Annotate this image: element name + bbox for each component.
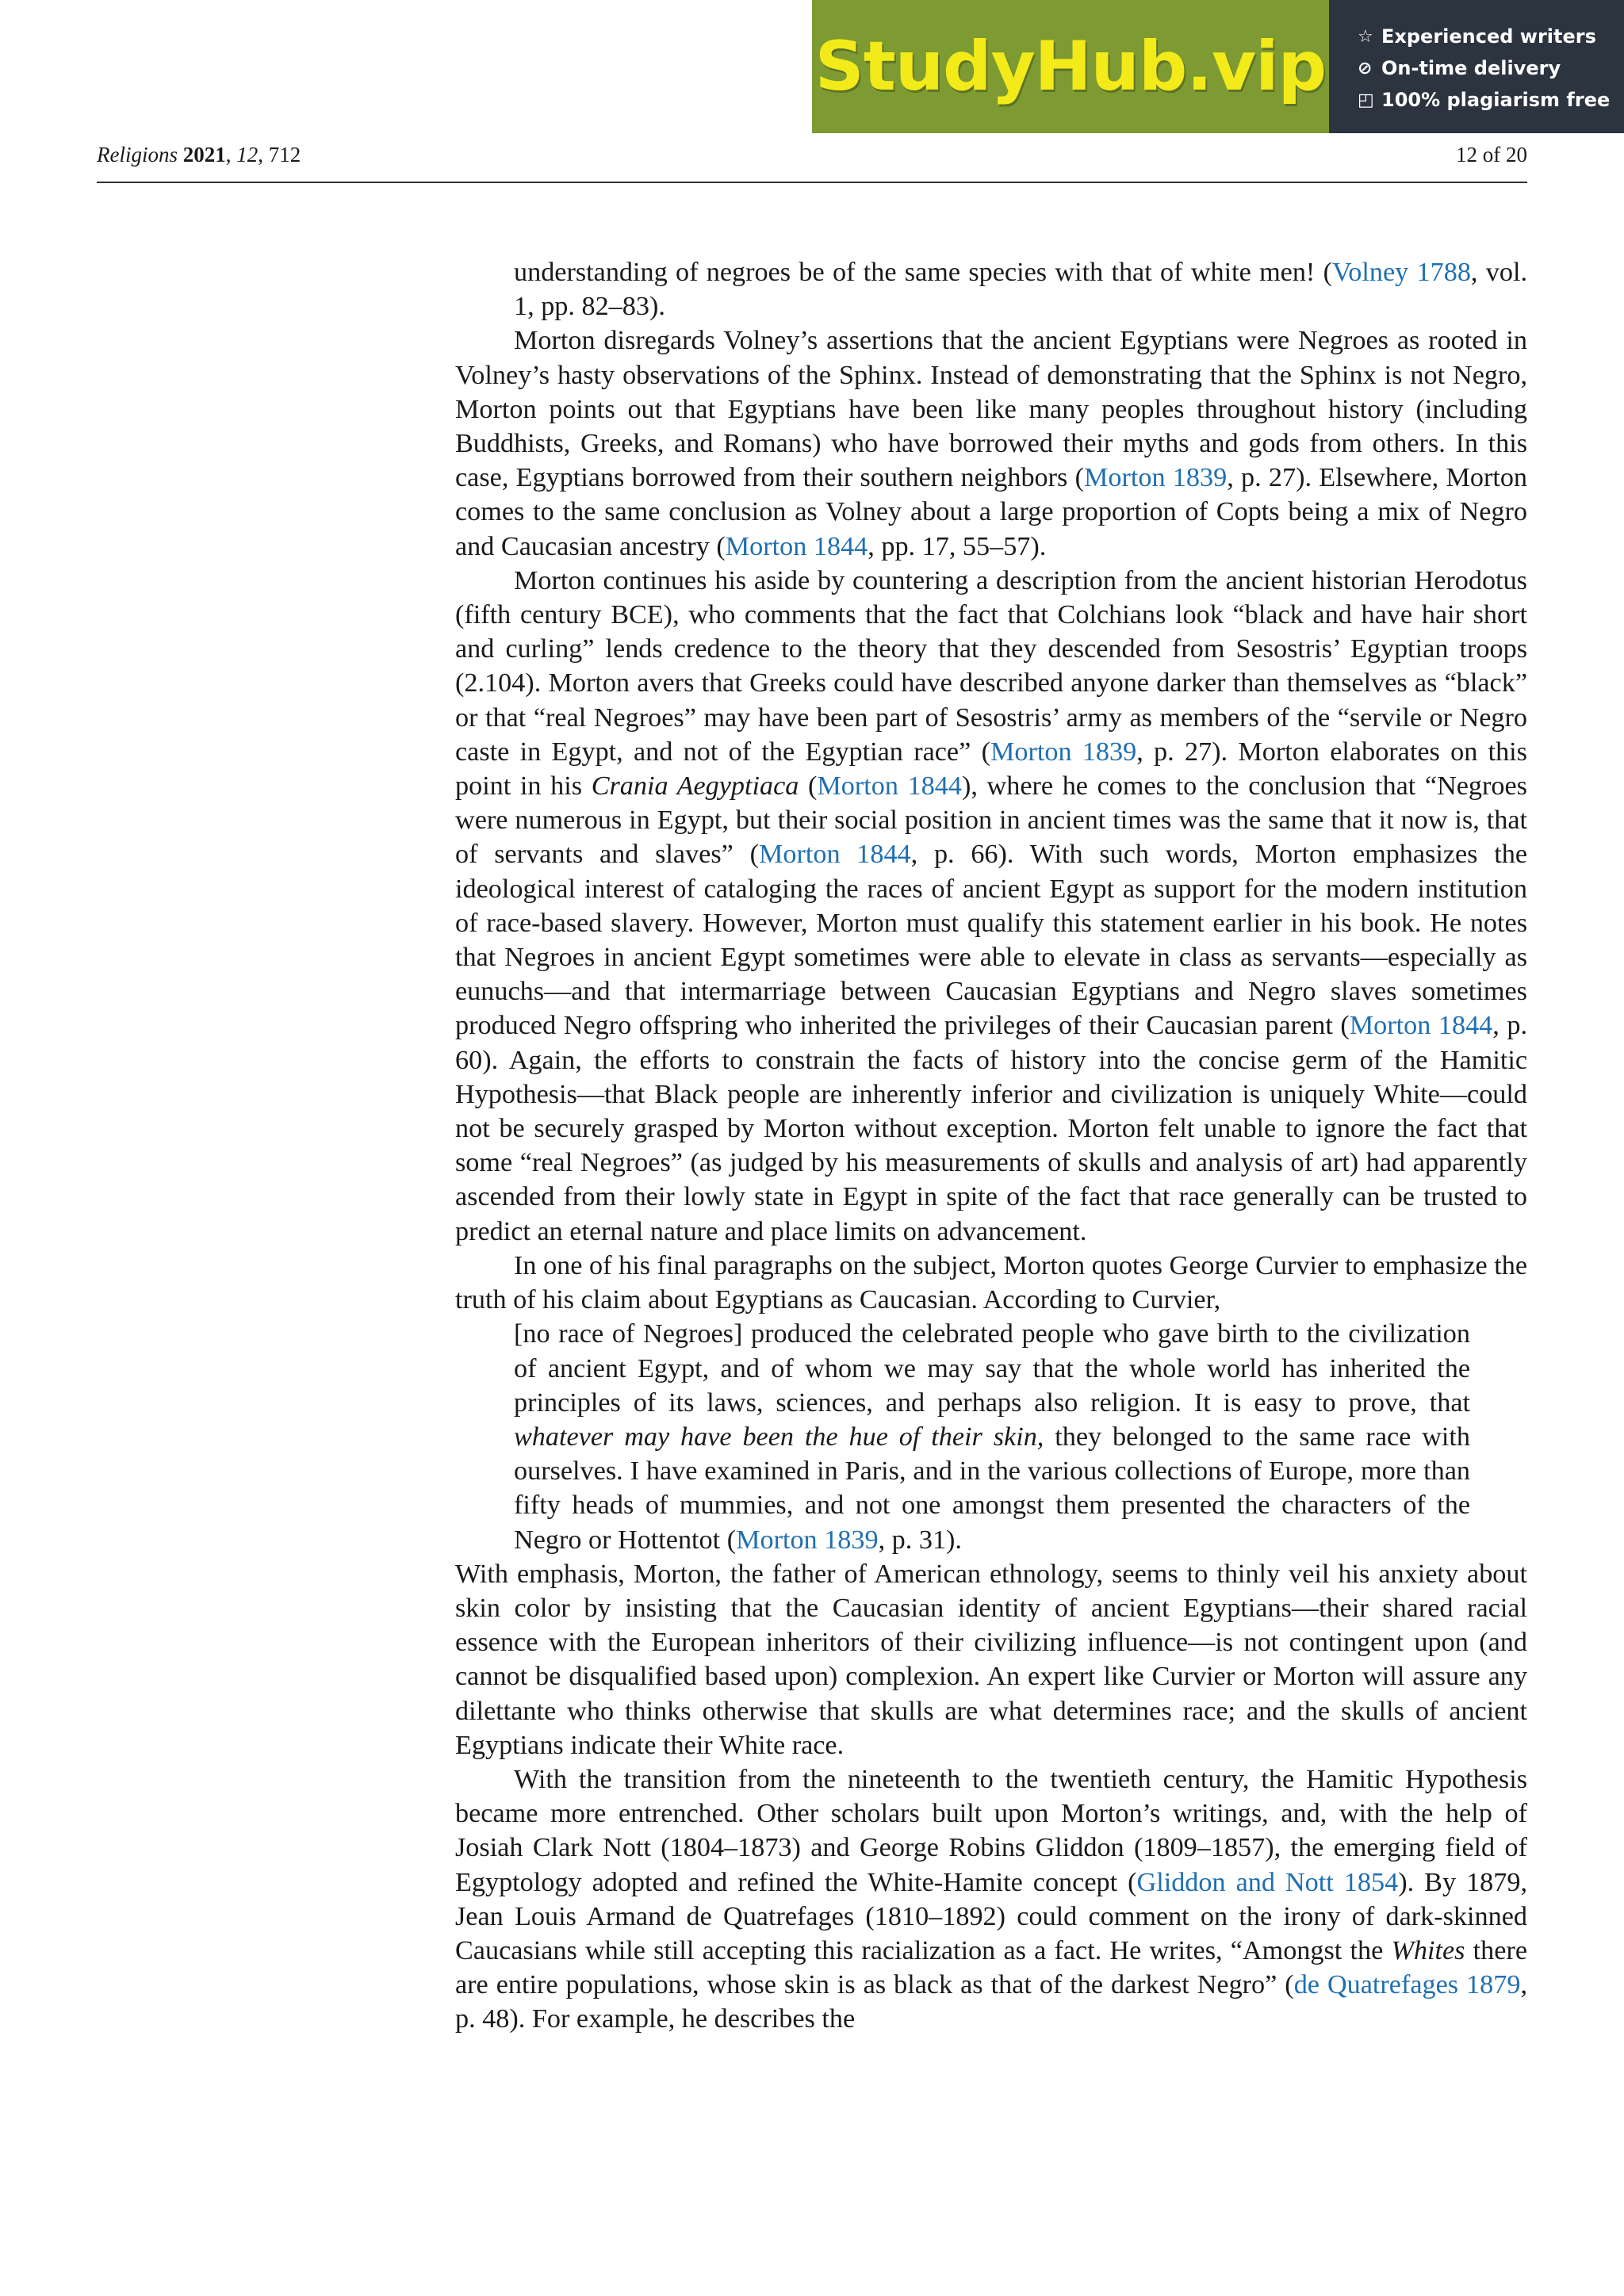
- paragraph: [455, 323, 1527, 563]
- ad-feature: [1358, 52, 1624, 84]
- paragraph: [455, 1249, 1527, 1317]
- text: , p. 27). Morton elaborates on this point in his: [455, 737, 1527, 802]
- ad-feature-label: 100% plagiarism free: [1381, 89, 1611, 111]
- citation-link[interactable]: Morton 1839: [1083, 463, 1228, 493]
- star-icon: ☆: [1358, 26, 1373, 47]
- citation-link[interactable]: Gliddon and Nott 1854: [1136, 1867, 1399, 1897]
- text: , p. 27). Elsewhere, Morton comes to the same conclusion as Volney about a large proportion of Copts being a mix of Negro and Caucasian ancestry (: [455, 463, 1528, 561]
- text: Morton disregards Volney’s assertions that the ancient Egyptians were Negroes as rooted in Volney’s hasty observations of the Sphinx. Instead of demonstrating that the Sphinx is not Negro, Morton points out that Egyptians have been like many peoples throughout history (including Buddhists, Greeks, and Romans) who have borrowed their myths and gods from others. In this case, Egyptians borrowed from their southern neighbors (: [455, 326, 1527, 493]
- text: there are entire populations, whose skin is as black as that of the darkest Negro” (: [455, 1935, 1528, 2000]
- ad-logo[interactable]: [812, 0, 1329, 133]
- text: In one of his final paragraphs on the subject, Morton quotes George Curvier to emphasize the truth of his claim about Egyptians as Caucasian. According to Curvier,: [455, 1250, 1527, 1315]
- text: , p. 48). For example, he describes the: [455, 1970, 1527, 2034]
- ad-feature: [1358, 84, 1624, 116]
- text: (: [799, 771, 818, 802]
- paragraph: [455, 1557, 1527, 1762]
- text: [no race of Negroes] produced the celebrated people who gave birth to the civilization of ancient Egypt, and of whom we may say that the whole world has inherited the principles of its laws, sciences, and perhaps also religion. It is easy to prove, that: [514, 1319, 1470, 1418]
- ad-features: [1329, 0, 1624, 133]
- header-rule: [97, 182, 1527, 183]
- ad-feature-label: Experienced writers: [1381, 25, 1596, 48]
- text: , p. 60). Again, the efforts to constrain the facts of history into the concise germ of the Hamitic Hypothesis—that Black people are inherently inferior and civilization is uniquely White—could not be securely grasped by Morton without exception. Morton felt unable to ignore the fact that some “real Negroes” (as judged by his measurements of skulls and analysis of art) had apparently ascended from their lowly state in Egypt in spite of the fact that race generally can be trusted to predict an eternal nature and place limits on advancement.: [455, 1011, 1528, 1246]
- ad-feature-label: On-time delivery: [1381, 57, 1561, 79]
- text: , p. 31).: [878, 1525, 962, 1555]
- text: With emphasis, Morton, the father of American ethnology, seems to thinly veil his anxiety about skin color by insisting that the Caucasian identity of ancient Egyptians—their shared racial essence with the European inheritors of their civilizing influence—is not contingent upon (and cannot be disqualified based upon) complexion. An expert like Curvier or Morton will assure any dilettante who thinks otherwise that skulls are what determines race; and the skulls of ancient Egyptians indicate their White race.: [455, 1559, 1527, 1760]
- text: they belonged to the same race with ourselves. I have examined in Paris, and in the various collections of Europe, more than fifty heads of mummies, and not one amongst them presented the characters of the Negro or Hottentot (: [514, 1422, 1471, 1555]
- citation-link[interactable]: de Quatrefages 1879: [1293, 1970, 1521, 2000]
- text: With the transition from the nineteenth to the twentieth century, the Hamitic Hypothesis became more entrenched. Other scholars built upon Morton’s writings, and, with the help of Josiah Clark Nott (1804–1873) and George Robins Gliddon (1809–1857), the emerging field of Egyptology adopted and refined the White-Hamite concept (: [455, 1764, 1527, 1897]
- article-number: , 712: [258, 143, 301, 166]
- article-body: [455, 255, 1527, 2037]
- citation-link[interactable]: Morton 1839: [736, 1525, 879, 1555]
- page-number: 12 of 20: [1456, 143, 1527, 166]
- text: ), where he comes to the conclusion that “Negroes were numerous in Egypt, but their social position in ancient times was the same that it now is, that of servants and slaves” (: [455, 771, 1527, 870]
- citation-link[interactable]: Morton 1844: [817, 771, 962, 802]
- book-title: Crania Aegyptiaca: [591, 771, 799, 802]
- citation-link[interactable]: Morton 1839: [990, 737, 1137, 767]
- running-header: [97, 143, 1527, 178]
- citation-link[interactable]: Morton 1844: [758, 840, 911, 870]
- citation-link[interactable]: Morton 1844: [725, 531, 868, 561]
- block-quote: [514, 1317, 1470, 1556]
- separator: ,: [225, 143, 237, 166]
- journal-year: 2021: [182, 143, 226, 166]
- text: Morton continues his aside by countering a description from the ancient historian Herodotus (fifth century BCE), who comments that the fact that Colchians look “black and have hair short and curling” lends credence to the theory that they descended from Sesostris’ Egyptian troops (2.104). Morton avers that Greeks could have described anyone darker than themselves as “black” or that “real Negroes” may have been part of Sesostris’ army as members of the “servile or Negro caste in Egypt, and not of the Egyptian race” (: [455, 565, 1527, 767]
- ad-logo-text: StudyHub.vip: [814, 27, 1327, 106]
- paragraph: [455, 564, 1527, 1249]
- text: , pp. 17, 55–57).: [868, 531, 1047, 561]
- ad-banner[interactable]: [812, 0, 1624, 133]
- emphasis: whatever may have been the hue of their skin,: [514, 1422, 1044, 1452]
- quote-continuation: [455, 255, 1527, 323]
- text: , p. 66). With such words, Morton emphasizes the ideological interest of cataloging the races of ancient Egypt as support for the modern institution of race-based slavery. However, Morton must qualify this statement earlier in his book. He notes that Negroes in ancient Egypt sometimes were able to elevate in class as servants—especially as eunuchs—and that intermarriage between Caucasian Egyptians and Negro slaves sometimes produced Negro offspring who inherited the privileges of their Caucasian parent (: [455, 840, 1527, 1041]
- text: , vol. 1, pp. 82–83).: [514, 258, 1528, 322]
- journal-name: Religions: [97, 143, 178, 166]
- citation-link[interactable]: Volney 1788: [1332, 258, 1471, 287]
- citation-link[interactable]: Morton 1844: [1349, 1011, 1493, 1041]
- paragraph: [455, 1762, 1527, 2037]
- clock-icon: ⊘: [1358, 58, 1373, 78]
- journal-volume: 12: [236, 143, 259, 166]
- document-check-icon: ◰: [1358, 90, 1374, 110]
- text: ). By 1879, Jean Louis Armand de Quatrefages (1810–1892) could comment on the irony of dark-skinned Caucasians while still accepting this racialization as a fact. He writes, “Amongst the: [455, 1867, 1527, 1965]
- ad-feature: [1358, 21, 1624, 52]
- text: understanding of negroes be of the same species with that of white men! (: [514, 258, 1332, 287]
- emphasis: Whites: [1391, 1935, 1465, 1965]
